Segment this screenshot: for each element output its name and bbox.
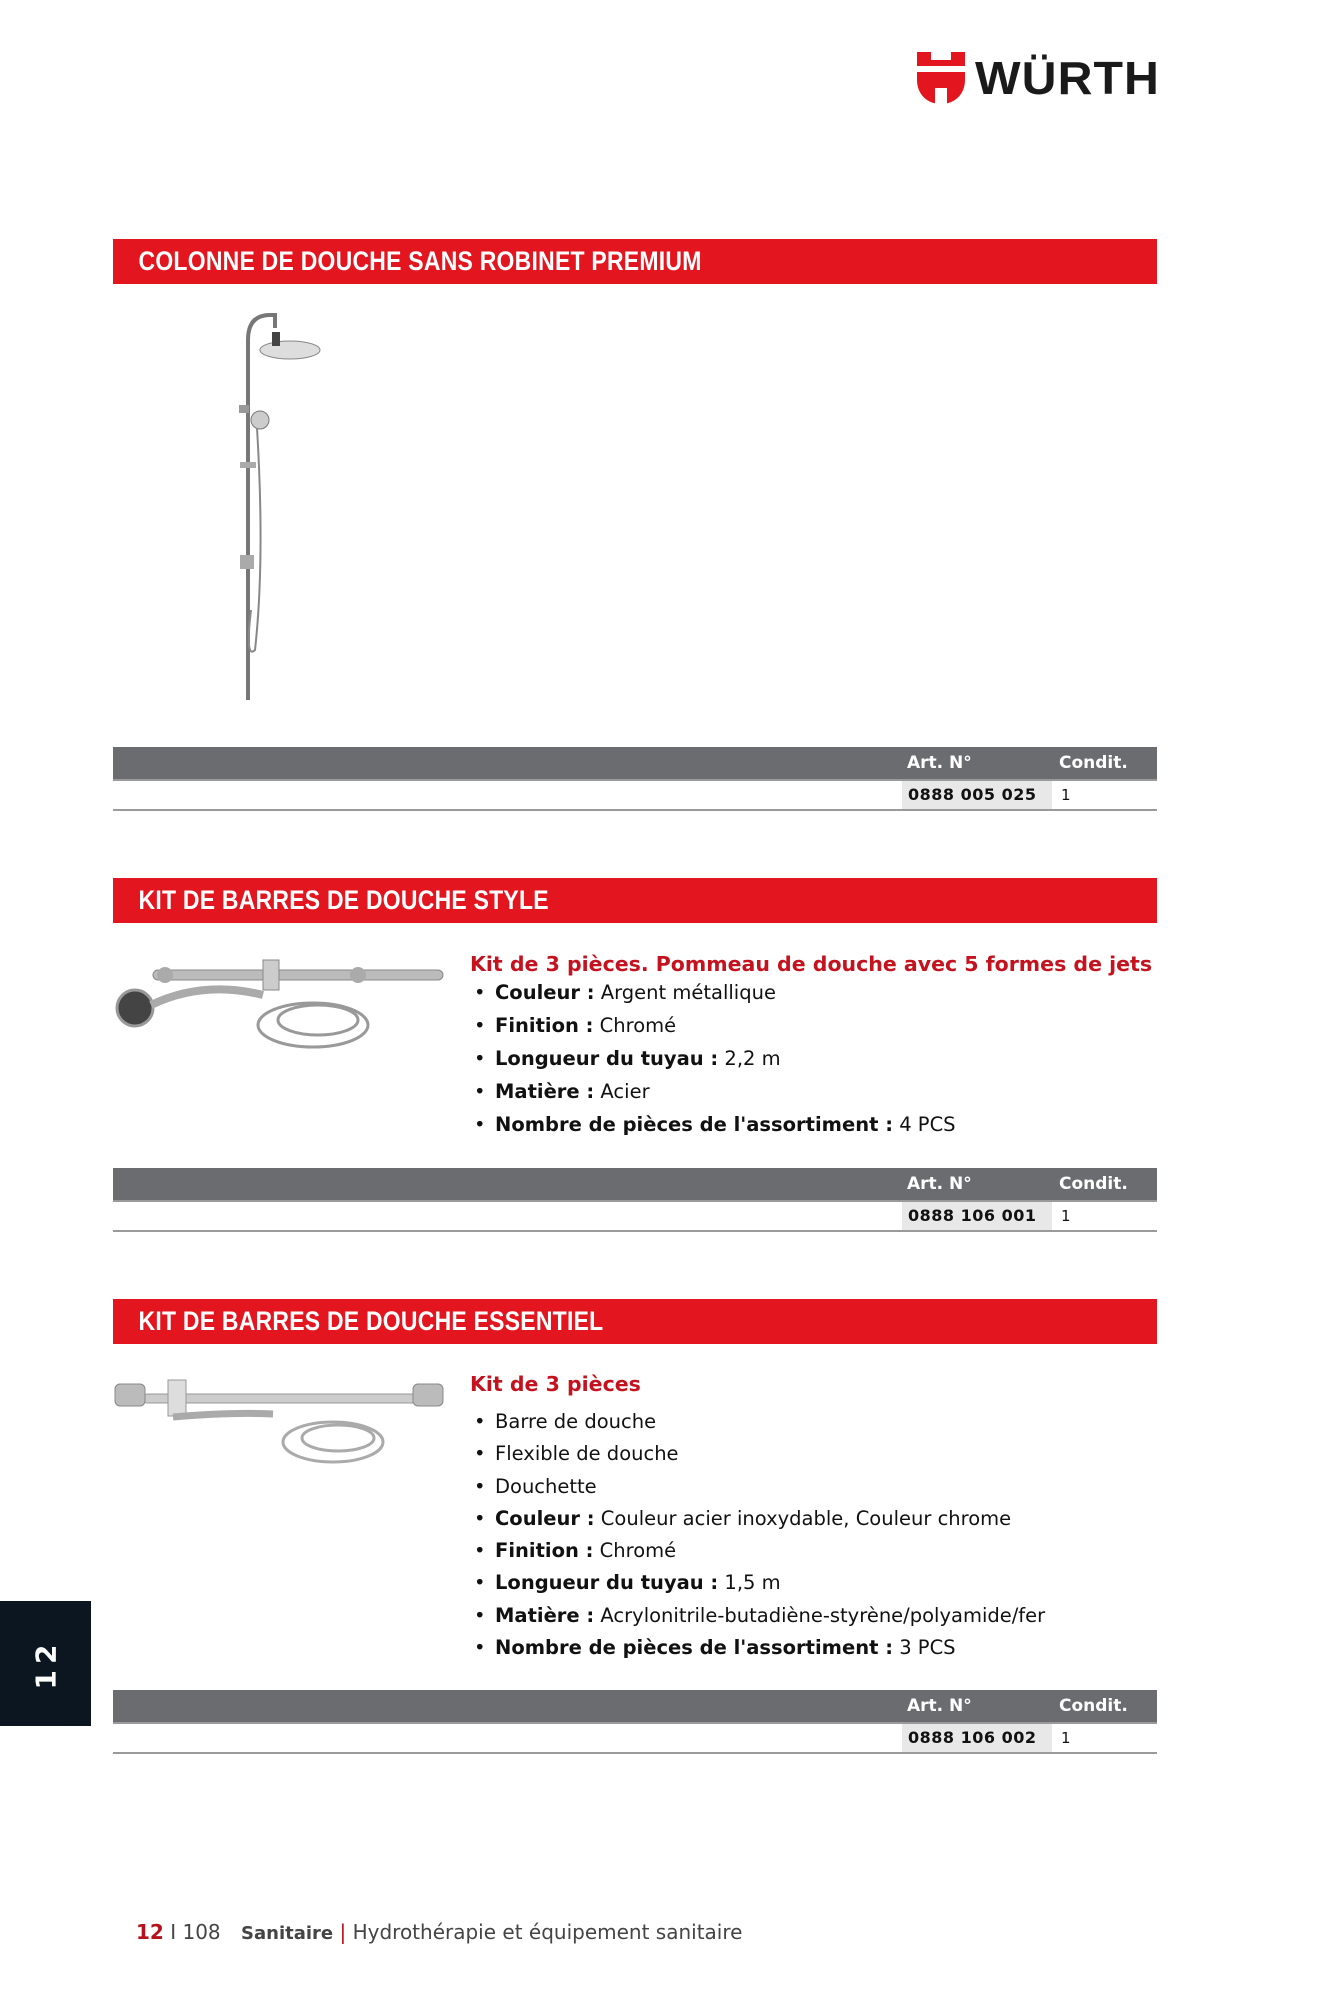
spec-label: Couleur :: [495, 1506, 595, 1530]
spec-item: [470, 976, 956, 1009]
footer-subsection: Hydrothérapie et équipement sanitaire: [352, 1920, 743, 1944]
spec-item: [470, 1406, 1045, 1438]
product-title: KIT DE BARRES DE DOUCHE ESSENTIEL: [138, 1306, 604, 1336]
spec-label: Nombre de pièces de l'assortiment :: [495, 1636, 893, 1660]
condit-value: 1: [1061, 1207, 1071, 1225]
spec-label: Finition :: [495, 1014, 594, 1037]
footer-chapter: 12: [136, 1920, 164, 1944]
spec-value: Barre de douche: [495, 1410, 657, 1433]
wurth-logo-icon: [917, 52, 965, 104]
product-title-bar: [113, 239, 1157, 284]
spec-value: Chromé: [593, 1539, 677, 1563]
page-footer: [136, 1920, 742, 1944]
spec-item: [470, 1567, 1045, 1599]
spec-value: Chromé: [593, 1014, 677, 1037]
shower-bar-kit-image: [113, 950, 448, 1055]
chapter-number: 12: [29, 1638, 62, 1689]
wurth-logo: [917, 52, 1162, 104]
spec-value: Acier: [594, 1080, 650, 1103]
spec-item: [470, 1535, 1045, 1567]
table-header: [113, 1690, 1157, 1724]
condit-value: 1: [1061, 786, 1071, 804]
spec-label: Finition :: [495, 1539, 594, 1563]
spec-item: [470, 1075, 956, 1108]
shower-column-image: [225, 310, 335, 705]
condit-header: Condit.: [1059, 753, 1128, 773]
table-header: [113, 747, 1157, 781]
spec-label: Matière :: [495, 1603, 595, 1627]
article-number[interactable]: 0888 106 001: [902, 1202, 1052, 1230]
spec-value: 1,5 m: [718, 1571, 781, 1595]
spec-item: [470, 1503, 1045, 1535]
article-number[interactable]: 0888 106 002: [902, 1724, 1052, 1752]
spec-item: [470, 1632, 1045, 1664]
table-header: [113, 1168, 1157, 1202]
spec-item: [470, 1438, 1045, 1470]
product-title: COLONNE DE DOUCHE SANS ROBINET PREMIUM: [138, 246, 702, 276]
spec-value: Acrylonitrile-butadiène-styrène/polyamide/fer: [594, 1603, 1046, 1627]
spec-label: Couleur :: [495, 981, 595, 1004]
spec-label: Longueur du tuyau :: [495, 1571, 719, 1595]
spec-item: [470, 1009, 956, 1042]
shower-bar-kit-image: [113, 1372, 448, 1470]
spec-label: Nombre de pièces de l'assortiment :: [495, 1113, 893, 1136]
condit-header: Condit.: [1059, 1696, 1128, 1716]
spec-list: [470, 976, 956, 1141]
spec-value: Douchette: [495, 1474, 597, 1498]
spec-value: Argent métallique: [594, 981, 776, 1004]
product-subtitle: Kit de 3 pièces. Pommeau de douche avec 5 formes de jets: [470, 952, 1153, 976]
condit-header: Condit.: [1059, 1174, 1128, 1194]
product-title-bar: [113, 878, 1157, 923]
footer-section: Sanitaire: [241, 1923, 334, 1944]
product-title: KIT DE BARRES DE DOUCHE STYLE: [138, 885, 549, 915]
footer-divider: |: [339, 1920, 347, 1944]
footer-separator: I: [170, 1920, 177, 1944]
table-row: [113, 1202, 1157, 1232]
spec-item: [470, 1108, 956, 1141]
art-number-header: Art. N°: [907, 753, 972, 773]
wurth-logo-text: WÜRTH: [975, 52, 1160, 104]
spec-list: [470, 1406, 1045, 1664]
footer-page-number: 108: [182, 1920, 221, 1944]
spec-item: [470, 1042, 956, 1075]
table-row: [113, 1724, 1157, 1754]
chapter-side-tab: [0, 1601, 91, 1726]
art-number-header: Art. N°: [907, 1696, 972, 1716]
article-number[interactable]: 0888 005 025: [902, 781, 1052, 809]
art-number-header: Art. N°: [907, 1174, 972, 1194]
spec-value: Couleur acier inoxydable, Couleur chrome: [594, 1506, 1012, 1530]
spec-value: Flexible de douche: [495, 1442, 679, 1466]
spec-value: 3 PCS: [893, 1636, 956, 1660]
spec-item: [470, 1600, 1045, 1632]
spec-value: 4 PCS: [893, 1113, 956, 1136]
spec-label: Longueur du tuyau :: [495, 1047, 719, 1070]
product-subtitle: Kit de 3 pièces: [470, 1372, 641, 1396]
spec-value: 2,2 m: [718, 1047, 781, 1070]
product-title-bar: [113, 1299, 1157, 1344]
table-row: [113, 781, 1157, 811]
condit-value: 1: [1061, 1729, 1071, 1747]
spec-item: [470, 1471, 1045, 1503]
spec-label: Matière :: [495, 1080, 595, 1103]
